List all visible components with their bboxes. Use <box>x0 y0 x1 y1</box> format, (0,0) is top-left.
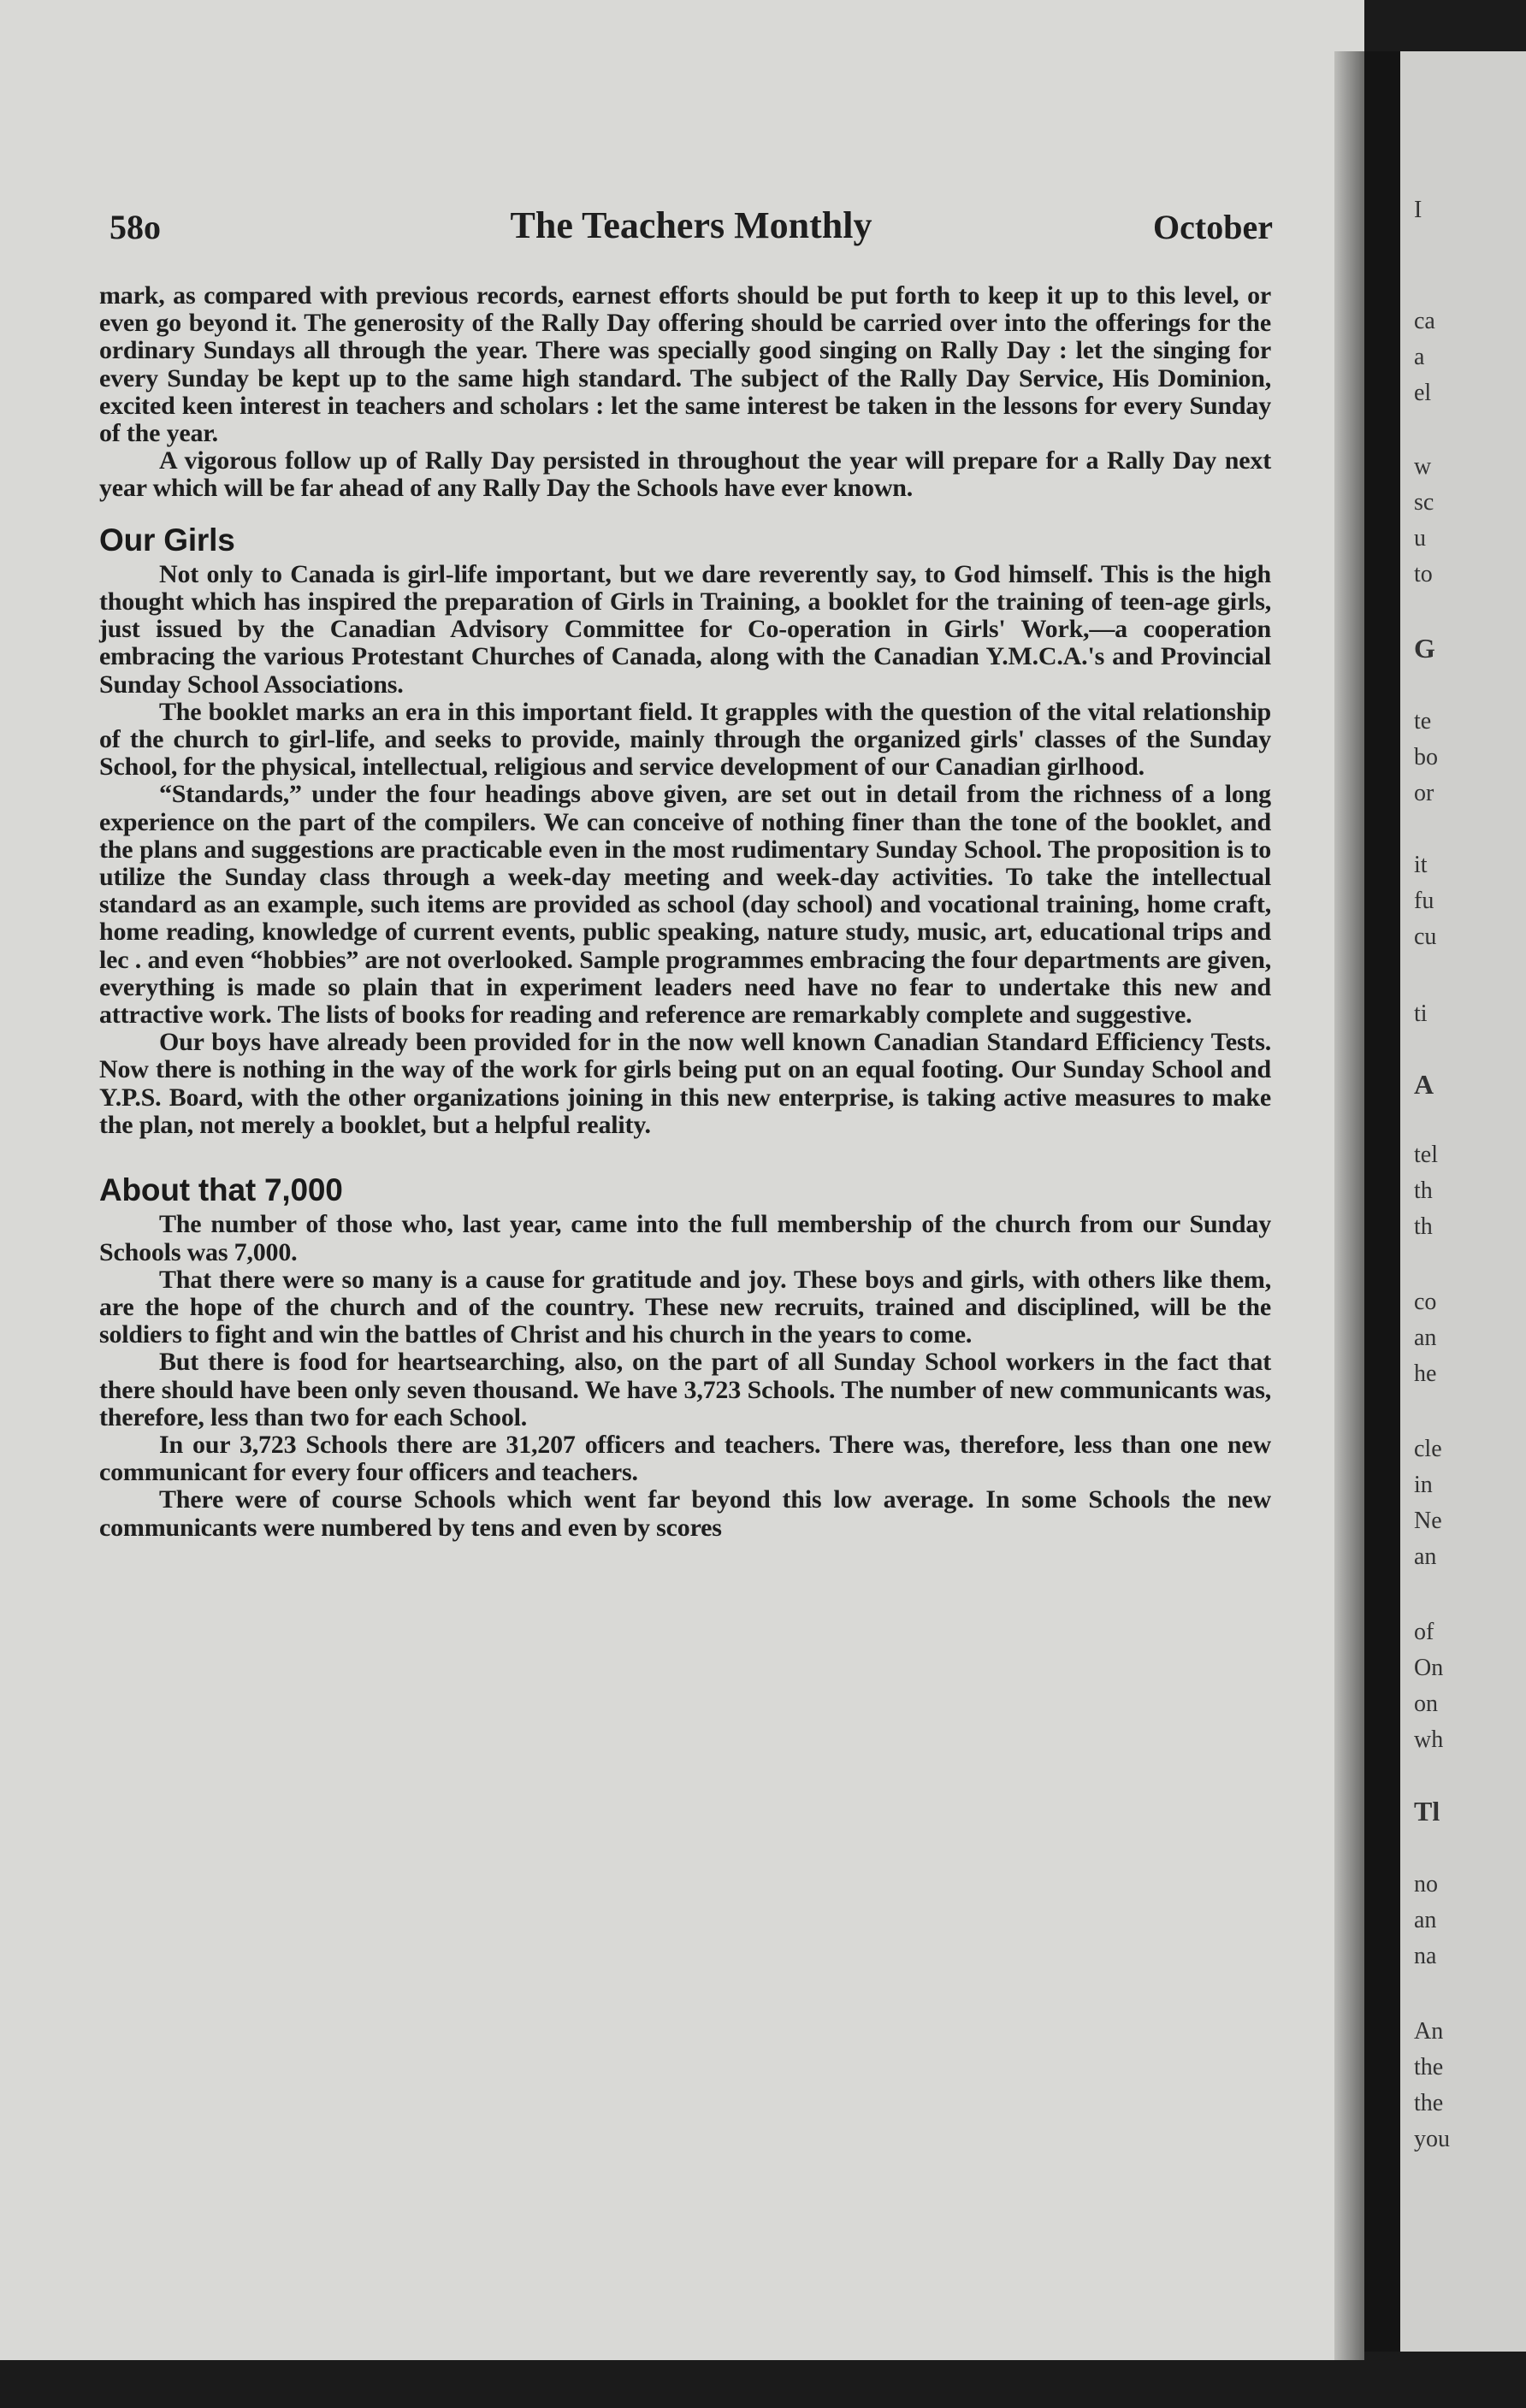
adjacent-page-text: of <box>1414 1619 1434 1645</box>
paragraph: “Standards,” under the four headings above given, are set out in detail from the richness of a long experience on the part of the compilers. We can conceive of nothing finer than the tone of the booklet, and the plans and suggestions are practicable even in the most rudimentary Sunday School. The proposition is to utilize the Sunday class through a week-day meeting and week-day activities. To take the intellectual standard as an example, such items are provided as school (day school) and vocational training, home craft, home reading, knowledge of current events, public speaking, nature study, music, art, educational trips and lec . and even “hobbies” are not overlooked. Sample programmes embracing the four departments are given, everything is made so plain that in experiment leaders need have no fear to undertake this new and attractive work. The lists of books for reading and reference are remarkably complete and suggestive. <box>99 780 1271 1030</box>
section-heading-our-girls: Our Girls <box>99 522 235 558</box>
issue-month: October <box>1153 208 1273 246</box>
adjacent-page-text: th <box>1414 1213 1433 1240</box>
adjacent-page-text: it <box>1414 852 1428 878</box>
adjacent-page-text: on <box>1414 1691 1438 1717</box>
paragraph: But there is food for heartsearching, also, on the part of all Sunday School workers in the fact that there should have been only seven thousand. We have 3,723 Schools. The number of new communicants was, therefore, less than two for each School. <box>99 1348 1271 1431</box>
adjacent-page-text: ti <box>1414 1000 1428 1027</box>
adjacent-page-text: Tl <box>1414 1796 1440 1827</box>
paragraph: Our boys have already been provided for in the now well known Canadian Standard Efficiency Tests. Now there is nothing in the way of the work for girls being put on an equal footing. Our Sunday School and Y.P.S. Board, with the other organizations joining in this new enterprise, is taking active measures to make the plan, not merely a booklet, but a helpful reality. <box>99 1028 1271 1139</box>
paragraph: A vigorous follow up of Rally Day persisted in throughout the year will prepare for a Rally Day next year which will be far ahead of any Rally Day the Schools have ever known. <box>99 446 1271 503</box>
adjacent-page-text: a <box>1414 344 1425 370</box>
adjacent-page-text: an <box>1414 1325 1437 1351</box>
adjacent-page-text: Ne <box>1414 1508 1442 1534</box>
adjacent-page-text: el <box>1414 380 1432 406</box>
paragraph: There were of course Schools which went far beyond this low average. In some Schools the new communicants were numbered by tens and even by scores <box>99 1485 1271 1542</box>
adjacent-page-text: wh <box>1414 1726 1444 1753</box>
adjacent-page-text: fu <box>1414 888 1434 914</box>
adjacent-page-text: or <box>1414 780 1434 806</box>
adjacent-page-text: an <box>1414 1543 1437 1570</box>
adjacent-page-text: th <box>1414 1177 1433 1204</box>
adjacent-page-text: tel <box>1414 1142 1438 1168</box>
adjacent-page-text: the <box>1414 2090 1444 2116</box>
paragraph: The number of those who, last year, came into the full membership of the church from our Sunday Schools was 7,000. <box>99 1210 1271 1266</box>
adjacent-page-text: you <box>1414 2126 1450 2152</box>
adjacent-page-text: w <box>1414 453 1432 480</box>
adjacent-page-text: no <box>1414 1871 1438 1897</box>
adjacent-page-text: co <box>1414 1289 1437 1315</box>
paragraph: That there were so many is a cause for gratitude and joy. These boys and girls, with others like them, are the hope of the church and of the country. These new recruits, trained and disciplined, will be the soldiers to fight and win the battles of Christ and his church in the years to come. <box>99 1265 1271 1349</box>
adjacent-page-text: An <box>1414 2018 1444 2045</box>
adjacent-page-text: the <box>1414 2054 1444 2080</box>
adjacent-page-fragment <box>1400 51 1526 2352</box>
page-header <box>109 204 1273 255</box>
paragraph: In our 3,723 Schools there are 31,207 officers and teachers. There was, therefore, less than one new communicant for every four officers and teachers. <box>99 1430 1271 1487</box>
page-body <box>99 282 1271 1542</box>
adjacent-page-text: u <box>1414 525 1426 552</box>
gutter-shadow <box>1334 51 1364 2360</box>
adjacent-page-text: I <box>1414 197 1422 223</box>
adjacent-page-text: na <box>1414 1943 1437 1969</box>
paragraph: mark, as compared with previous records, earnest efforts should be put forth to keep it up to this level, or even go beyond it. The generosity of the Rally Day offering should be carried over into the offerings for the ordinary Sundays all through the year. There was specially good singing on Rally Day : let the singing for every Sunday be kept up to the same high standard. The subject of the Rally Day Service, His Dominion, excited keen interest in teachers and scholars : let the same interest be taken in the lessons for every Sunday of the year. <box>99 281 1271 448</box>
adjacent-page-text: in <box>1414 1472 1433 1498</box>
book-spine <box>1364 51 1400 2352</box>
adjacent-page-text: he <box>1414 1360 1437 1387</box>
adjacent-page-text: On <box>1414 1655 1444 1681</box>
adjacent-page-text: cu <box>1414 924 1437 950</box>
paragraph: Not only to Canada is girl-life important, but we dare reverently say, to God himself. This is the high thought which has inspired the preparation of Girls in Training, a booklet for the training of teen-age girls, just issued by the Canadian Advisory Committee for Co-operation in Girls' Work,—a cooperation embracing the various Protestant Churches of Canada, along with the Canadian Y.M.C.A.'s and Provincial Sunday School Associations. <box>99 559 1271 699</box>
section-heading-about-7000: About that 7,000 <box>99 1172 343 1208</box>
adjacent-page-text: to <box>1414 561 1433 587</box>
adjacent-page-text: G <box>1414 633 1435 664</box>
adjacent-page-text: bo <box>1414 744 1438 770</box>
paragraph: The booklet marks an era in this important field. It grapples with the question of the vital relationship of the church to girl-life, and seeks to provide, mainly through the organized girls' classes of the Sunday School, for the physical, intellectual, religious and service development of our Canadian girlhood. <box>99 697 1271 782</box>
adjacent-page-text: te <box>1414 708 1432 735</box>
adjacent-page-text: cle <box>1414 1436 1442 1462</box>
adjacent-page-text: sc <box>1414 489 1434 516</box>
running-title: The Teachers Monthly <box>510 204 872 246</box>
adjacent-page-text: A <box>1414 1069 1434 1100</box>
page-number: 58o <box>109 208 161 246</box>
adjacent-page-text: an <box>1414 1907 1437 1933</box>
adjacent-page-text: ca <box>1414 308 1435 334</box>
